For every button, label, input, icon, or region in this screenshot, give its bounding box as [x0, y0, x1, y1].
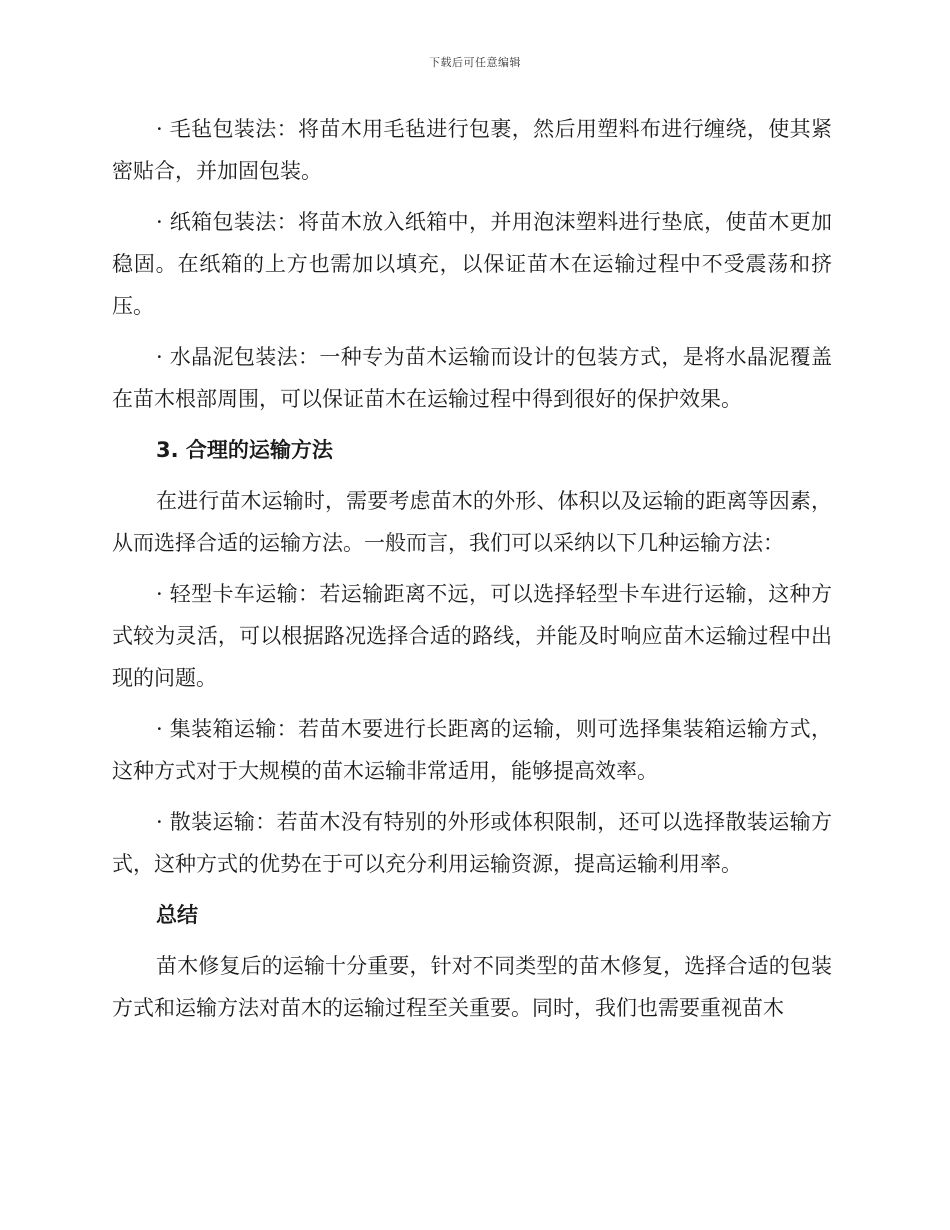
paragraph-container: · 集装箱运输：若苗木要进行长距离的运输，则可选择集装箱运输方式，这种方式对于大规模的苗木运输非常适用，能够提高效率。 — [112, 717, 832, 783]
paragraph-light-truck: · 轻型卡车运输：若运输距离不远，可以选择轻型卡车进行运输，这种方式较为灵活，可以根据路况选择合适的路线，并能及时响应苗木运输过程中出现的问题。 — [112, 582, 832, 690]
paragraph-transport-intro: 在进行苗木运输时，需要考虑苗木的外形、体积以及运输的距离等因素，从而选择合适的运输方法。一般而言，我们可以采纳以下几种运输方法： — [112, 489, 832, 555]
paragraph-felt-packaging: · 毛毡包装法：将苗木用毛毡进行包裹，然后用塑料布进行缠绕，使其紧密贴合，并加固包装。 — [112, 117, 832, 183]
paragraph-bulk: · 散装运输：若苗木没有特别的外形或体积限制，还可以选择散装运输方式，这种方式的优势在于可以充分利用运输资源，提高运输利用率。 — [112, 810, 832, 876]
document-body — [112, 108, 832, 1038]
section-heading-summary: 总结 — [156, 903, 198, 927]
page-header: 下载后可任意编辑 — [429, 56, 521, 69]
paragraph-crystal-mud-packaging: · 水晶泥包装法：一种专为苗木运输而设计的包装方式，是将水晶泥覆盖在苗木根部周围，可以保证苗木在运输过程中得到很好的保护效果。 — [112, 345, 832, 411]
section-heading-transport-methods: 3. 合理的运输方法 — [156, 438, 333, 462]
paragraph-carton-packaging: · 纸箱包装法：将苗木放入纸箱中，并用泡沫塑料进行垫底，使苗木更加稳固。在纸箱的上方也需加以填充，以保证苗木在运输过程中不受震荡和挤压。 — [112, 210, 832, 318]
paragraph-summary: 苗木修复后的运输十分重要，针对不同类型的苗木修复，选择合适的包装方式和运输方法对苗木的运输过程至关重要。同时，我们也需要重视苗木 — [112, 954, 832, 1020]
